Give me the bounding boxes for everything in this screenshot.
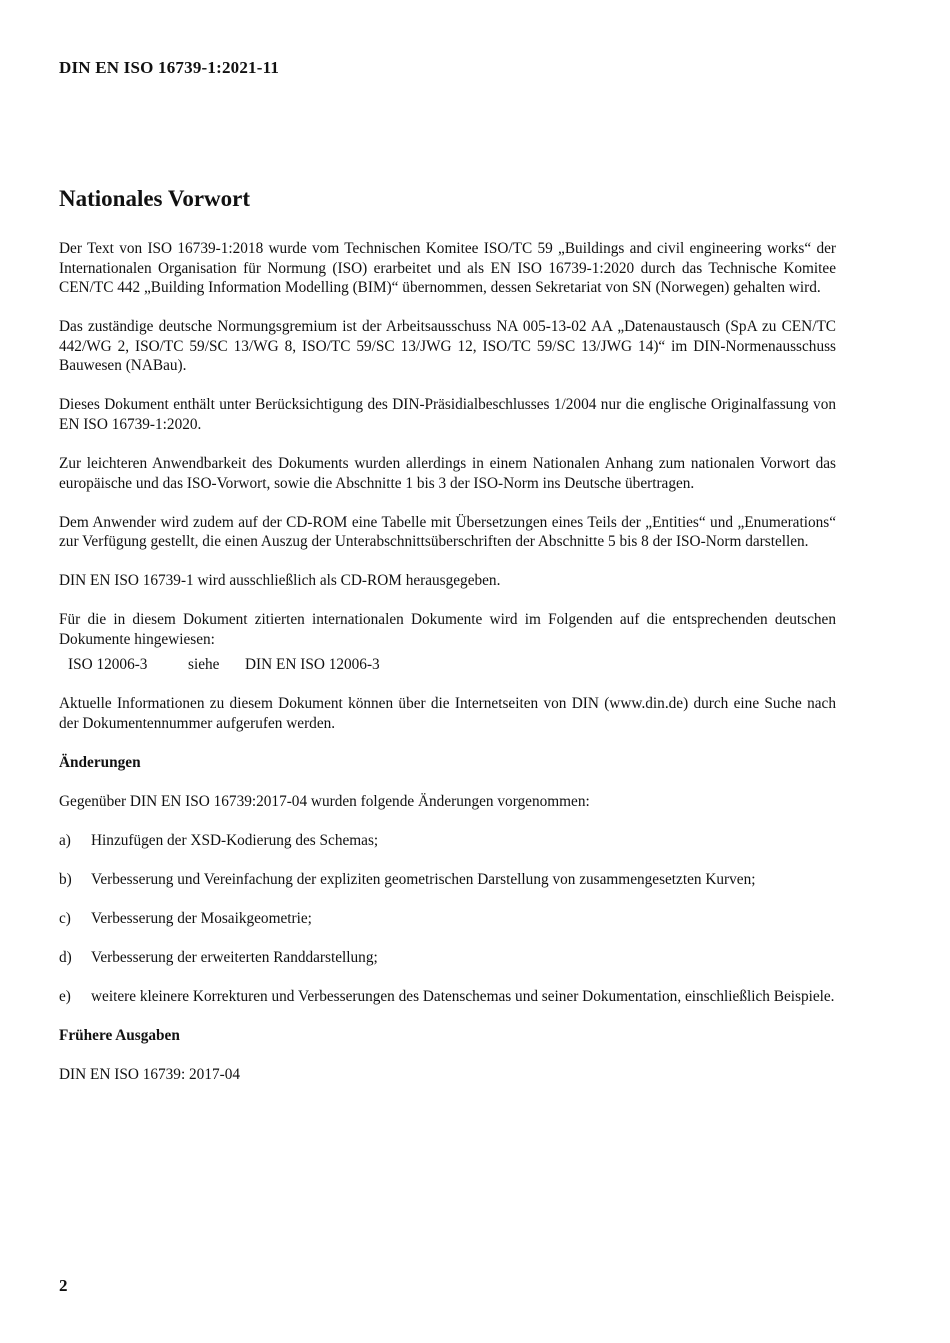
reference-din: DIN EN ISO 12006-3 — [245, 656, 380, 674]
reference-row — [68, 655, 836, 675]
reference-iso: ISO 12006-3 — [68, 656, 148, 674]
list-item-text: Hinzufügen der XSD-Kodierung des Schemas; — [91, 831, 379, 849]
paragraph-cdrom-release: DIN EN ISO 16739-1 wird ausschließlich als CD-ROM herausgegeben. — [59, 572, 501, 590]
page-number: 2 — [59, 1276, 68, 1295]
changes-intro: Gegenüber DIN EN ISO 16739:2017-04 wurden folgende Änderungen vorgenommen: — [59, 793, 590, 810]
previous-editions-heading: Frühere Ausgaben — [59, 1026, 180, 1044]
reference-see: siehe — [188, 656, 220, 674]
list-item-label: c) — [59, 909, 71, 927]
list-item — [59, 831, 836, 851]
list-item — [59, 987, 836, 1007]
previous-editions-text: DIN EN ISO 16739: 2017-04 — [59, 1065, 241, 1083]
page-title: Nationales Vorwort — [59, 186, 251, 211]
list-item-text: Verbesserung und Vereinfachung der expliziten geometrischen Darstellung von zusammengesetzten Kurven; — [91, 870, 756, 888]
list-item-text: weitere kleinere Korrekturen und Verbesserungen des Datenschemas und seiner Dokumentation, einschließlich Beispiele. — [91, 987, 835, 1005]
list-item-label: b) — [59, 870, 72, 888]
paragraph-national-annex: Zur leichteren Anwendbarkeit des Dokuments wurden allerdings in einem Nationalen Anhang zum nationalen Vorwort das europäische und das ISO-Vorwort, sowie die Abschnitte 1 bis 3 der ISO-Norm ins Deutsche übertragen. — [59, 454, 836, 492]
document-header-id: DIN EN ISO 16739-1:2021-11 — [59, 58, 280, 77]
list-item-label: d) — [59, 948, 72, 966]
changes-list — [59, 831, 836, 1007]
list-item-label: e) — [59, 987, 71, 1005]
paragraph-cdrom-table: Dem Anwender wird zudem auf der CD-ROM eine Tabelle mit Übersetzungen eines Teils der „Entities“ und „Enumerations“ zur Verfügung gestellt, die einen Auszug der Unterabschnittsüberschriften der Abschnitte 5 bis 8 der ISO-Norm darstellen. — [59, 513, 836, 551]
list-item — [59, 870, 836, 890]
paragraph-language: Dieses Dokument enthält unter Berücksichtigung des DIN-Präsidialbeschlusses 1/2004 nur die englische Originalfassung von EN ISO 16739-1:2020. — [59, 396, 836, 433]
list-item — [59, 948, 836, 968]
list-item-text: Verbesserung der erweiterten Randdarstellung; — [91, 948, 378, 966]
changes-heading: Änderungen — [59, 754, 141, 772]
paragraph-references-intro: Für die in diesem Dokument zitierten internationalen Dokumente wird im Folgenden auf die entsprechenden deutschen Dokumente hingewiesen: — [59, 611, 836, 648]
paragraph-origin: Der Text von ISO 16739-1:2018 wurde vom Technischen Komitee ISO/TC 59 „Buildings and civil engineering works“ der Internationalen Organisation für Normung (ISO) erarbeitet und als EN ISO 16739-1:2020 durch das Technische Komitee CEN/TC 442 „Building Information Modelling (BIM)“ übernommen, dessen Sekretariat von SN (Norwegen) gehalten wird. — [59, 240, 836, 297]
list-item — [59, 909, 836, 929]
list-item-label: a) — [59, 831, 71, 849]
list-item-text: Verbesserung der Mosaikgeometrie; — [91, 909, 312, 927]
document-body — [59, 239, 836, 1104]
paragraph-committee: Das zuständige deutsche Normungsgremium ist der Arbeitsausschuss NA 005-13-02 AA „Datenaustausch (SpA zu CEN/TC 442/WG 2, ISO/TC 59/SC 13/WG 8, ISO/TC 59/SC 13/JWG 12, ISO/TC 59/SC 13/JWG 14)“ im DIN-Normenausschuss Bauwesen (NABau). — [59, 318, 836, 375]
paragraph-info: Aktuelle Informationen zu diesem Dokument können über die Internetseiten von DIN (www.din.de) durch eine Suche nach der Dokumentennummer aufgerufen werden. — [59, 695, 836, 733]
